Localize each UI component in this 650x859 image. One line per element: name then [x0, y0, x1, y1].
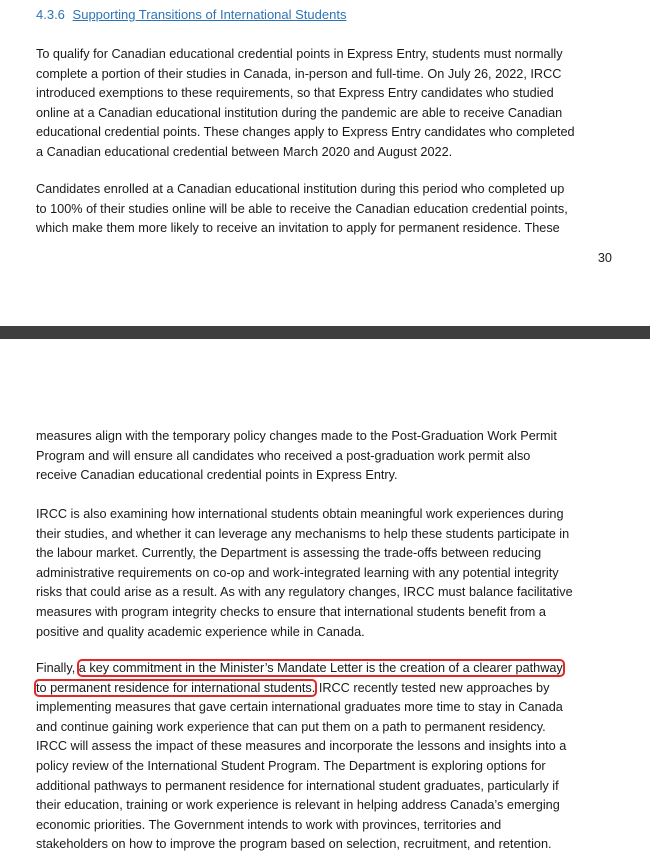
text-line: To qualify for Canadian educational credential points in Express Entry, students must normally	[36, 47, 563, 61]
text-line: online at a Canadian educational institution during the pandemic are able to receive Canadian	[36, 105, 563, 120]
text-line: measures align with the temporary policy changes made to the Post-Graduation Work Permit	[36, 429, 557, 443]
paragraph-online-studies	[36, 180, 616, 239]
highlighted-text-box: a key commitment in the Minister’s Mandate Letter is the creation of a clearer pathway	[78, 661, 563, 675]
section-heading	[36, 7, 346, 22]
text-line: educational credential points. These changes apply to Express Entry candidates who completed	[36, 125, 575, 140]
paragraph-measures-align	[36, 427, 616, 486]
page-divider	[0, 326, 650, 339]
paragraph-work-experience	[36, 505, 616, 642]
text-line: policy review of the International Student Program. The Department is exploring options for	[36, 758, 546, 773]
text-rest: IRCC recently tested new approaches by	[318, 680, 550, 695]
section-number: 4.3.6	[36, 7, 65, 22]
text-line: economic priorities. The Government intends to work with provinces, territories and	[36, 817, 502, 832]
text-line: their studies, and whether it can leverage any mechanisms to help these students participate in	[36, 526, 570, 541]
document-page-30	[0, 0, 650, 326]
page-number: 30	[597, 251, 612, 265]
text-line	[36, 679, 616, 699]
text-line: additional pathways to permanent residence for international student graduates, particularly if	[36, 778, 559, 793]
text-line: and continue gaining work experience that can put them on a path to permanent residency.	[36, 719, 546, 734]
text-line: which make them more likely to receive an invitation to apply for permanent residence. These	[36, 221, 560, 236]
text-line: measures with program integrity checks to ensure that international students benefit from a	[36, 604, 546, 619]
text-line: receive Canadian educational credential points in Express Entry.	[36, 468, 398, 483]
text-line: positive and quality academic experience while in Canada.	[36, 624, 365, 639]
text-line: the labour market. Currently, the Department is assessing the trade-offs between reducing	[36, 546, 542, 561]
text-line: IRCC is also examining how international students obtain meaningful work experiences during	[36, 507, 564, 521]
text-line: implementing measures that gave certain international graduates more time to stay in Canada	[36, 700, 563, 715]
document-page-31	[0, 339, 650, 859]
text-line	[36, 659, 616, 679]
text-line: their education, training or work experience is relevant in helping address Canada’s emerging	[36, 798, 560, 813]
section-title-link[interactable]: Supporting Transitions of International Students	[72, 7, 347, 22]
text-line: IRCC will assess the impact of these measures and incorporate the lessons and insights into a	[36, 739, 567, 754]
paragraph-mandate-letter	[36, 659, 616, 855]
text-line: complete a portion of their studies in Canada, in-person and full-time. On July 26, 2022, IRCC	[36, 66, 562, 81]
text-line: stakeholders on how to improve the program based on selection, recruitment, and retention.	[36, 837, 552, 852]
text-line: introduced exemptions to these requirements, so that Express Entry candidates who studied	[36, 86, 554, 101]
paragraph-express-entry	[36, 45, 616, 163]
highlighted-text-box: to permanent residence for international students.	[36, 680, 316, 695]
text-line: to 100% of their studies online will be able to receive the Canadian education credential points,	[36, 201, 568, 216]
text-line: Program and will ensure all candidates who received a post-graduation work permit also	[36, 448, 531, 463]
text-prefix: Finally,	[36, 661, 76, 675]
text-line: administrative requirements on co-op and work-integrated learning with any potential integrity	[36, 565, 559, 580]
text-line: a Canadian educational credential between March 2020 and August 2022.	[36, 144, 453, 159]
text-line: Candidates enrolled at a Canadian educational institution during this period who completed up	[36, 182, 565, 196]
text-line: risks that could arise as a result. As with any regulatory changes, IRCC must balance facilitative	[36, 585, 573, 600]
